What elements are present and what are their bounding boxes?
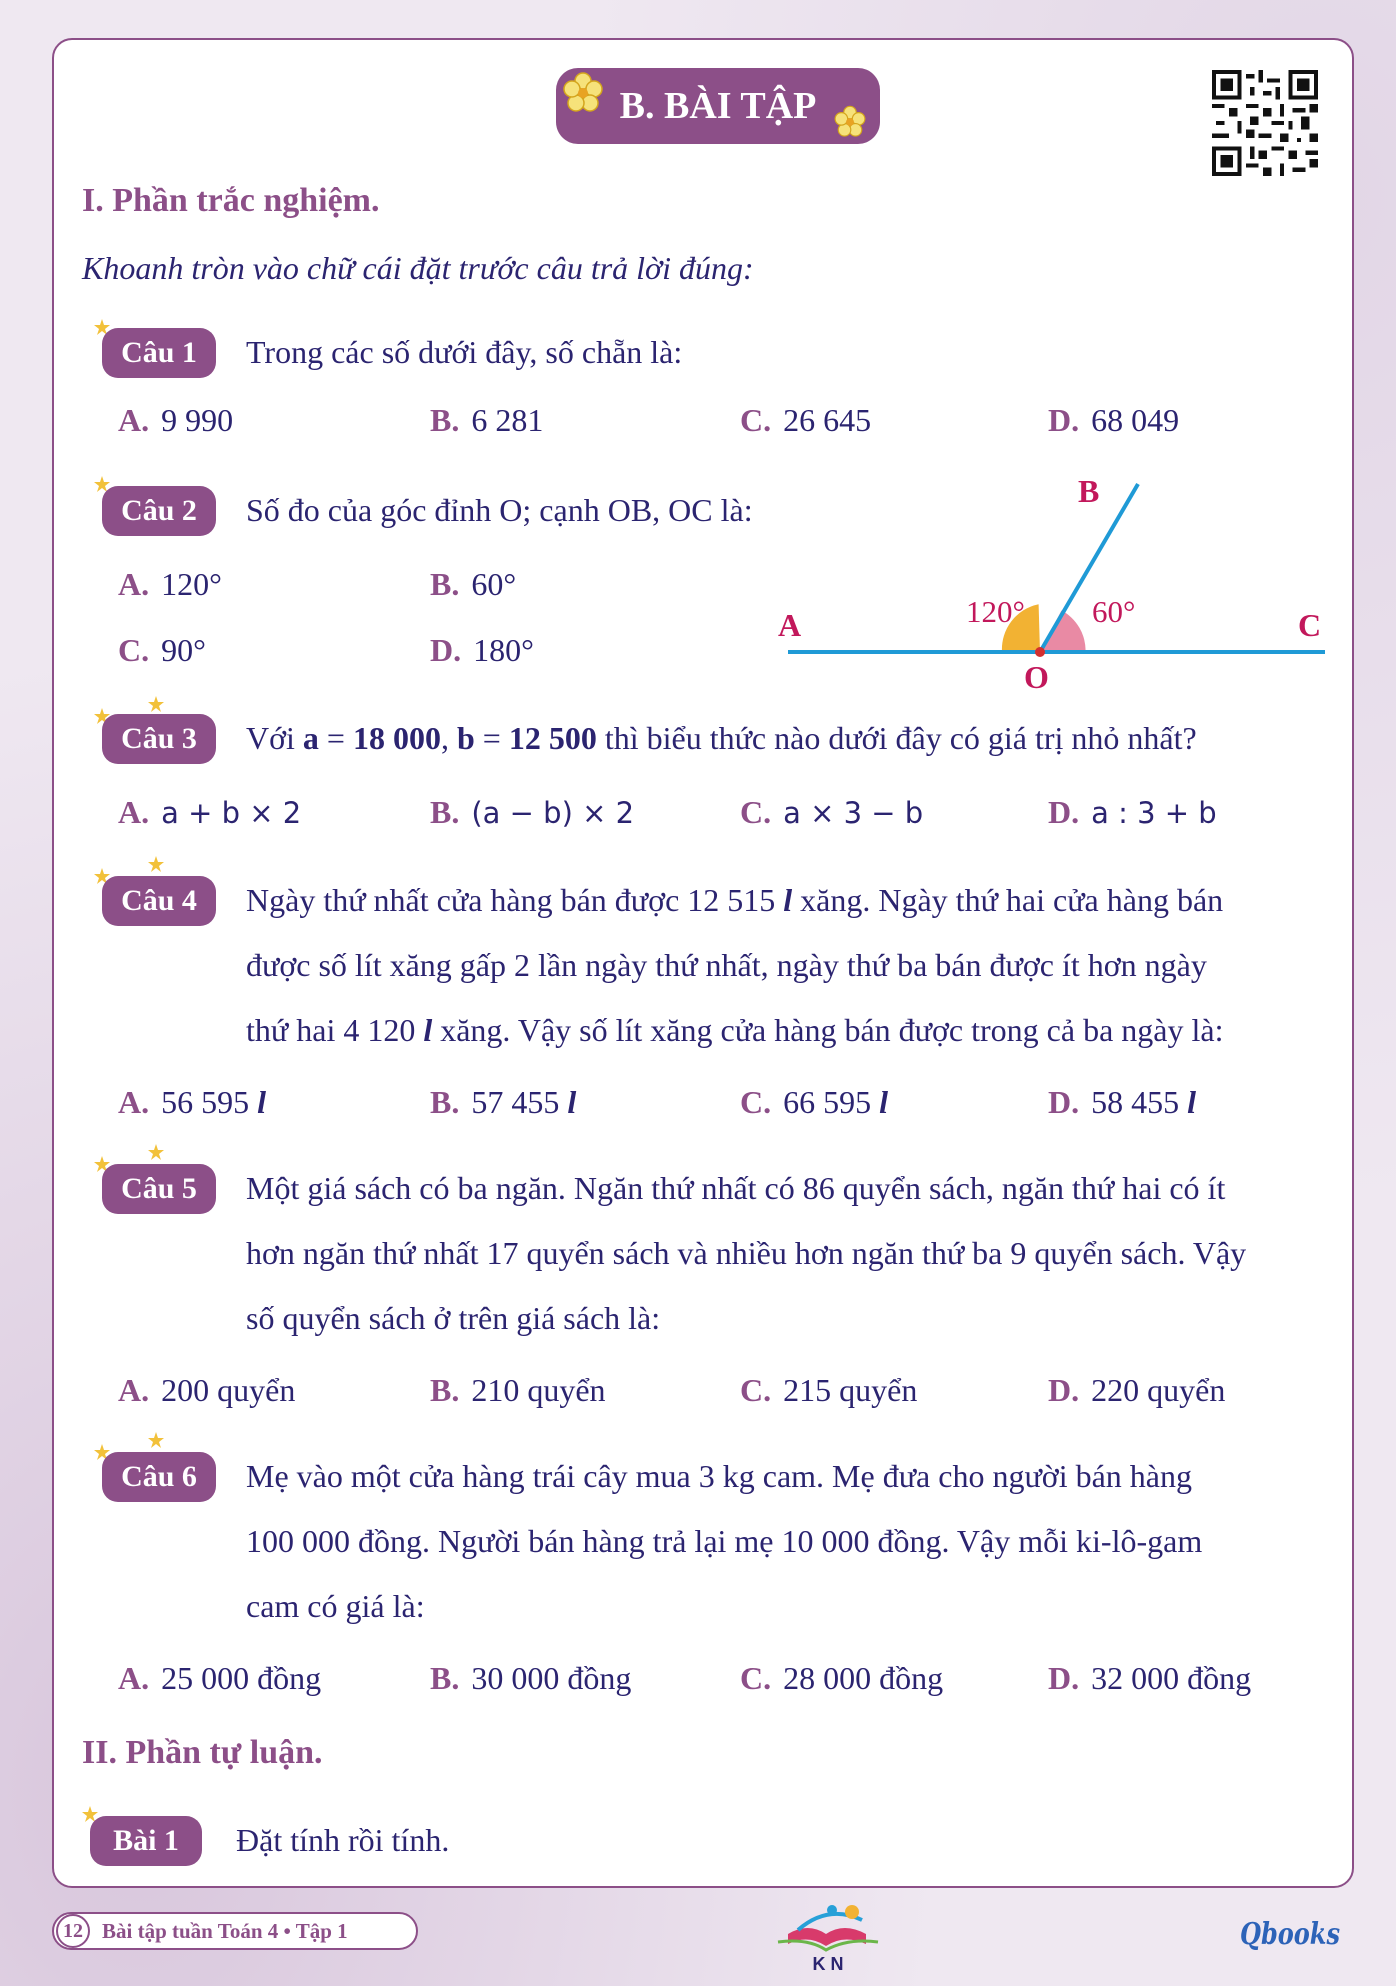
qr-code-icon[interactable] [1212, 70, 1318, 176]
label-o: O [1024, 659, 1049, 695]
option-a[interactable]: A. 200 quyển [118, 1372, 296, 1408]
star-icon [148, 856, 164, 872]
question-text: Số đo của góc đỉnh O; cạnh OB, OC là: [246, 492, 753, 528]
flower-icon [560, 70, 606, 116]
option-d[interactable]: D. 32 000 đồng [1048, 1660, 1252, 1696]
vertex-o-dot [1035, 647, 1045, 657]
option-c[interactable]: C. 90° [118, 632, 206, 668]
option-a[interactable]: A. 56 595 l [118, 1084, 266, 1120]
label-b: B [1078, 473, 1100, 509]
exercise-badge: Bài 1 [90, 1816, 202, 1866]
angle-label-left: 120° [966, 594, 1025, 629]
option-b[interactable]: B. 60° [430, 566, 517, 602]
flower-icon [832, 104, 868, 140]
star-icon [148, 1144, 164, 1160]
angle-figure [760, 470, 1340, 700]
question-badge: Câu 5 [102, 1164, 216, 1214]
option-c[interactable]: C. 28 000 đồng [740, 1660, 944, 1696]
angle-label-right: 60° [1092, 594, 1136, 629]
book-title: Bài tập tuần Toán 4 • Tập 1 [102, 1918, 348, 1943]
part1-heading: I. Phần trắc nghiệm. [82, 182, 380, 219]
question-badge: Câu 3 [102, 714, 216, 764]
option-c[interactable]: C. 215 quyển [740, 1372, 918, 1408]
option-b[interactable]: B. 210 quyển [430, 1372, 606, 1408]
question-text: Mẹ vào một cửa hàng trái cây mua 3 kg cam. Mẹ đưa cho người bán hàng 100 000 đồng. Người bán hàng trả lại mẹ 10 000 đồng. Vậy mỗi ki-lô-gam cam có giá là: [246, 1458, 1203, 1624]
option-c[interactable]: C. a × 3 − b [740, 794, 924, 830]
option-b[interactable]: B. 6 281 [430, 402, 544, 438]
page-number: 12 [56, 1914, 90, 1948]
option-b[interactable]: B. 30 000 đồng [430, 1660, 632, 1696]
section-title: B. BÀI TẬP [556, 68, 880, 144]
question-badge: Câu 2 [102, 486, 216, 536]
logo-letters: K N [812, 1954, 844, 1974]
option-a[interactable]: A. 120° [118, 566, 222, 602]
option-c[interactable]: C. 66 595 l [740, 1084, 888, 1120]
question-text: Trong các số dưới đây, số chẵn là: [246, 334, 683, 370]
question-text: Ngày thứ nhất cửa hàng bán được 12 515 l xăng. Ngày thứ hai cửa hàng bán được số lít xăng gấp 2 lần ngày thứ nhất, ngày thứ ba bán được ít hơn ngày thứ hai 4 120 l xăng. Vậy số lít xăng cửa hàng bán được trong cả ba ngày là: [246, 882, 1224, 1048]
option-d[interactable]: D. 58 455 l [1048, 1084, 1196, 1120]
exercise-text: Đặt tính rồi tính. [236, 1822, 450, 1858]
question-text: Một giá sách có ba ngăn. Ngăn thứ nhất có 86 quyển sách, ngăn thứ hai có ít hơn ngăn thứ nhất 17 quyển sách và nhiều hơn ngăn thứ ba 9 quyển sách. Vậy số quyển sách ở trên giá sách là: [246, 1170, 1247, 1336]
label-a: A [778, 607, 802, 643]
qbooks-logo-icon [1236, 1900, 1346, 1960]
part2-heading: II. Phần tự luận. [82, 1734, 323, 1771]
option-b[interactable]: B. (a − b) × 2 [430, 794, 635, 830]
option-c[interactable]: C. 26 645 [740, 402, 872, 438]
publisher-logo-icon [768, 1894, 888, 1974]
option-a[interactable]: A. 25 000 đồng [118, 1660, 322, 1696]
option-d[interactable]: D. a : 3 + b [1048, 794, 1217, 830]
label-c: C [1298, 607, 1322, 643]
option-d[interactable]: D. 180° [430, 632, 534, 668]
question-text: Với a = 18 000, b = 12 500 thì biểu thức nào dưới đây có giá trị nhỏ nhất? [246, 720, 1197, 756]
question-badge: Câu 1 [102, 328, 216, 378]
option-a[interactable]: A. a + b × 2 [118, 794, 302, 830]
instruction-text: Khoanh tròn vào chữ cái đặt trước câu trả lời đúng: [82, 250, 754, 286]
footer-book-info [52, 1912, 418, 1950]
option-d[interactable]: D. 220 quyển [1048, 1372, 1226, 1408]
option-b[interactable]: B. 57 455 l [430, 1084, 577, 1120]
question-badge: Câu 4 [102, 876, 216, 926]
option-d[interactable]: D. 68 049 [1048, 402, 1180, 438]
star-icon [148, 1432, 164, 1448]
question-badge: Câu 6 [102, 1452, 216, 1502]
qbooks-text: Qbooks [1240, 1917, 1341, 1952]
option-a[interactable]: A. 9 990 [118, 402, 234, 438]
star-icon [148, 696, 164, 712]
